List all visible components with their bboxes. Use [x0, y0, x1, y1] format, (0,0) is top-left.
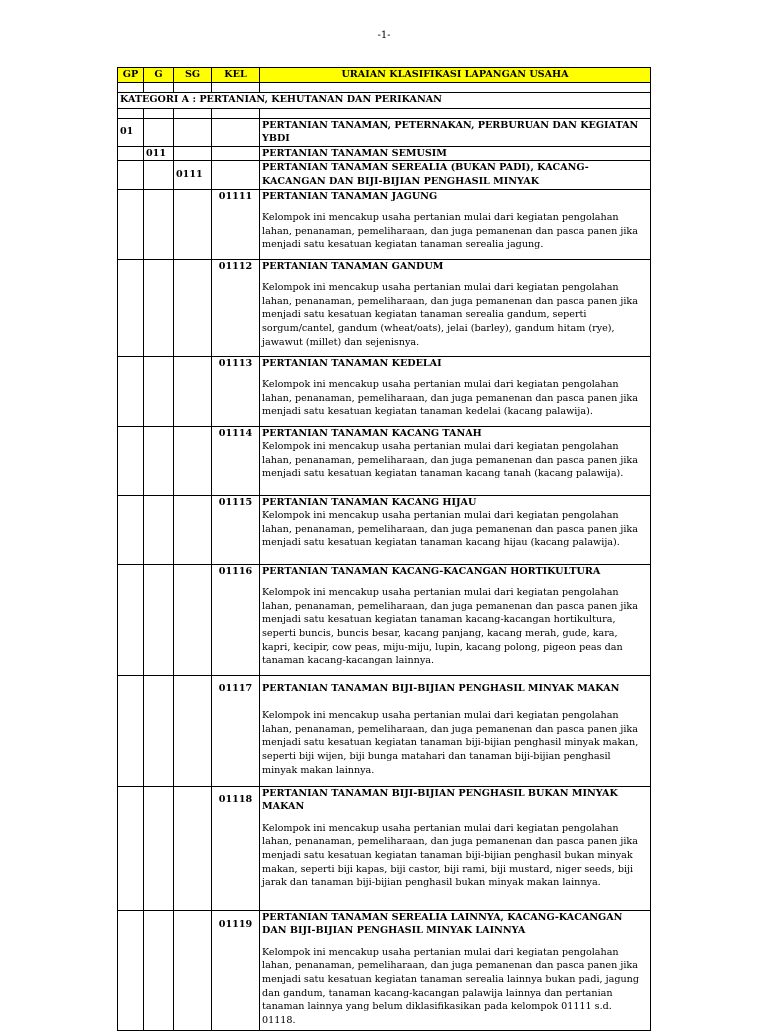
table-header-row: [118, 68, 651, 83]
header-kel: KEL: [212, 68, 260, 83]
header-uraian: URAIAN KLASIFIKASI LAPANGAN USAHA: [260, 68, 651, 83]
table-row: [118, 426, 651, 495]
kel-title: PERTANIAN TANAMAN KACANG TANAH: [262, 427, 482, 439]
kel-code: 01113: [212, 356, 260, 426]
kel-description: Kelompok ini mencakup usaha pertanian mulai dari kegiatan pengolahan lahan, penanaman, pemeliharaan, dan juga pemanenan dan pasca panen jika menjadi satu kesatuan kegiatan tanaman biji-bijian penghasil minyak makan, seperti biji wijen, biji bunga matahari dan tanaman biji-bijian penghasil minyak makan lainnya.: [262, 710, 639, 776]
classification-table: [117, 67, 651, 1031]
kel-code: 01118: [212, 786, 260, 910]
sg-code: 0111: [174, 161, 212, 189]
header-sg: SG: [174, 68, 212, 83]
kel-title: PERTANIAN TANAMAN BIJI-BIJIAN PENGHASIL MINYAK MAKAN: [262, 682, 620, 694]
g-title: PERTANIAN TANAMAN SEMUSIM: [260, 146, 651, 161]
kel-title: PERTANIAN TANAMAN KEDELAI: [262, 357, 442, 369]
page-number: -1-: [377, 30, 391, 41]
table-row: [118, 910, 651, 1030]
kel-title: PERTANIAN TANAMAN KACANG-KACANGAN HORTIKULTURA: [262, 565, 601, 577]
kel-description: Kelompok ini mencakup usaha pertanian mulai dari kegiatan pengolahan lahan, penanaman, pemeliharaan, dan juga pemanenan dan pasca panen jika menjadi satu kesatuan kegiatan tanaman serealia gandum, seperti sorgum/cantel, gandum (wheat/oats), jelai (barley), gandum hitam (rye), jawawut (millet) dan sejenisnya.: [262, 282, 638, 348]
kategori-title: KATEGORI A : PERTANIAN, KEHUTANAN DAN PERIKANAN: [118, 92, 651, 108]
kel-description: Kelompok ini mencakup usaha pertanian mulai dari kegiatan pengolahan lahan, penanaman, pemeliharaan, dan juga pemanenan dan pasca panen jika menjadi satu kesatuan kegiatan tanaman biji-bijian penghasil bukan minyak makan, seperti biji kapas, biji castor, biji rami, biji mustard, niger seeds, biji jarak dan tanaman biji-bijian penghasil bukan minyak makan lainnya.: [262, 822, 638, 889]
kel-description: Kelompok ini mencakup usaha pertanian mulai dari kegiatan pengolahan lahan, penanaman, pemeliharaan, dan juga pemanenan dan pasca panen jika menjadi satu kesatuan kegiatan tanaman kedelai (kacang palawija).: [262, 379, 638, 418]
kel-code: 01115: [212, 495, 260, 564]
gp-title: PERTANIAN TANAMAN, PETERNAKAN, PERBURUAN DAN KEGIATAN YBDI: [260, 118, 651, 146]
kel-title: PERTANIAN TANAMAN SEREALIA LAINNYA, KACANG-KACANGAN DAN BIJI-BIJIAN PENGHASIL MINYAK LAINNYA: [262, 911, 623, 937]
sg-row: [118, 161, 651, 189]
kel-code: 01117: [212, 675, 260, 786]
header-g: G: [144, 68, 174, 83]
table-row: [118, 259, 651, 356]
kel-title: PERTANIAN TANAMAN KACANG HIJAU: [262, 496, 477, 508]
kategori-row: [118, 92, 651, 108]
kel-description: Kelompok ini mencakup usaha pertanian mulai dari kegiatan pengolahan lahan, penanaman, pemeliharaan, dan juga pemanenan dan pasca panen jika menjadi satu kesatuan kegiatan tanaman kacang hijau (kacang palawija).: [262, 510, 638, 549]
kel-code: 01111: [212, 189, 260, 259]
g-code: 011: [144, 146, 174, 161]
table-row: [118, 564, 651, 675]
spacer-row: [118, 108, 651, 118]
kel-description: Kelompok ini mencakup usaha pertanian mulai dari kegiatan pengolahan lahan, penanaman, pemeliharaan, dan juga pemanenan dan pasca panen jika menjadi satu kesatuan kegiatan tanaman kacang tanah (kacang palawija).: [262, 441, 638, 480]
kel-code: 01112: [212, 259, 260, 356]
kel-description: Kelompok ini mencakup usaha pertanian mulai dari kegiatan pengolahan lahan, penanaman, pemeliharaan, dan juga pemanenan dan pasca panen jika menjadi satu kesatuan kegiatan tanaman serealia jagung.: [262, 212, 638, 251]
kel-code: 01116: [212, 564, 260, 675]
kel-code: 01114: [212, 426, 260, 495]
kel-description: Kelompok ini mencakup usaha pertanian mulai dari kegiatan pengolahan lahan, penanaman, pemeliharaan, dan juga pemanenan dan pasca panen jika menjadi satu kesatuan kegiatan tanaman kacang-kacangan hortikultura, seperti buncis, buncis besar, kacang panjang, kacang merah, gude, kara, kapri, kecipir, cow peas, miju-miju, lupin, kacang polong, pigeon peas dan tanaman kacang-kacangan lainnya.: [262, 587, 638, 667]
kel-description: Kelompok ini mencakup usaha pertanian mulai dari kegiatan pengolahan lahan, penanaman, pemeliharaan, dan juga pemanenan dan pasca panen jika menjadi satu kesatuan kegiatan tanaman serealia lainnya bukan padi, jagung dan gandum, tanaman kacang-kacangan palawija lainnya dan pertanian tanaman lainnya yang belum diklasifikasikan pada kelompok 01111 s.d. 01118.: [262, 946, 639, 1026]
table-row: [118, 189, 651, 259]
spacer-row: [118, 82, 651, 92]
gp-row: [118, 118, 651, 146]
kel-title: PERTANIAN TANAMAN BIJI-BIJIAN PENGHASIL BUKAN MINYAK MAKAN: [262, 787, 618, 813]
kel-title: PERTANIAN TANAMAN JAGUNG: [262, 190, 438, 202]
table-row: [118, 675, 651, 786]
kel-title: PERTANIAN TANAMAN GANDUM: [262, 260, 444, 272]
sg-title: PERTANIAN TANAMAN SEREALIA (BUKAN PADI), KACANG-KACANGAN DAN BIJI-BIJIAN PENGHASIL MINYAK: [260, 161, 651, 189]
kel-code: 01119: [212, 910, 260, 1030]
gp-code: 01: [118, 118, 144, 146]
table-row: [118, 356, 651, 426]
g-row: [118, 146, 651, 161]
header-gp: GP: [118, 68, 144, 83]
table-row: [118, 495, 651, 564]
table-row: [118, 786, 651, 910]
